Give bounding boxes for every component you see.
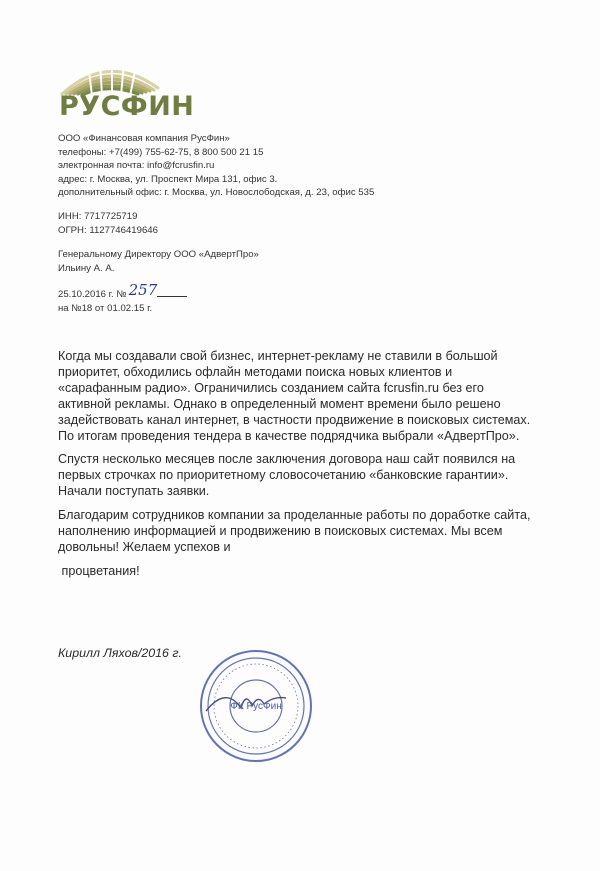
body-line: активной рекламы. Однако в определенный момент времени было решено [58, 396, 501, 411]
paragraph-4 [58, 564, 558, 580]
company-address: адрес: г. Москва, ул. Проспект Мира 131, офис 3. [58, 173, 278, 185]
body-line: довольны! Желаем успехов и [58, 539, 231, 554]
body-line: Спустя несколько месяцев после заключения договора наш сайт появился на [58, 452, 516, 467]
reference-date: 25.10.2016 г. № [58, 289, 127, 300]
addressee [58, 248, 259, 275]
body-line: Благодарим сотрудников компании за проделанные работы по доработке сайта, [58, 508, 531, 523]
paragraph-2 [58, 452, 558, 500]
body-line: задействовать канал интернет, в частности продвижение в поисковых системах. [58, 412, 531, 427]
body-line: Начали поступать заявки. [58, 484, 210, 499]
stamp-seal-icon [196, 646, 316, 766]
handwritten-number: 257 [128, 281, 158, 299]
addressee-name: Ильину А. А. [58, 262, 115, 274]
body-line: По итогам проведения тендера в качестве подрядчика выбрали «АдвертПро». [58, 428, 520, 443]
body-line: Когда мы создавали свой бизнес, интернет-рекламу не ставили в большой [58, 349, 498, 363]
signer-name: Кирилл Ляхов/2016 г. [58, 646, 182, 660]
rusfin-logo [58, 58, 195, 124]
body-line: «сарафанным радио». Ограничились созданием сайта fcrusfin.ru без его [58, 380, 484, 395]
company-extra-office: дополнительный офис: г. Москва, ул. Новослободская, д. 23, офис 535 [58, 187, 375, 198]
company-stamp [196, 646, 316, 766]
logo-wordmark: РУСФИН [59, 91, 195, 122]
company-ids [58, 210, 158, 237]
body-line: процветания! [58, 563, 140, 578]
paragraph-3 [58, 508, 558, 556]
company-header [58, 132, 374, 200]
company-phones: телефоны: +7(499) 755-62-75, 8 800 500 21 15 [58, 146, 264, 158]
body-line: первых строчках по приоритетному словосочетанию «банковские гарантии». [58, 468, 509, 483]
number-underline [157, 296, 187, 297]
stamp-center-text: ФК РусФин [230, 701, 282, 712]
body-line: наполнению информацией и продвижению в поисковых системах. Мы всем [58, 524, 503, 539]
inn: ИНН: 7717725719 [58, 211, 138, 222]
body-line: приоритет, обходились офлайн методами поиска новых клиентов и [58, 364, 453, 379]
company-email: электронная почта: info@fcrusfin.ru [58, 160, 215, 171]
reply-reference: на №18 от 01.02.15 г. [58, 302, 153, 314]
company-name: ООО «Финансовая компания РусФин» [58, 133, 230, 144]
paragraph-1 [58, 349, 558, 444]
letter-reference [58, 281, 187, 315]
ogrn: ОГРН: 1127746419646 [58, 224, 158, 236]
letter-body [58, 349, 558, 588]
addressee-position: Генеральному Директору ООО «АдвертПро» [58, 249, 259, 260]
